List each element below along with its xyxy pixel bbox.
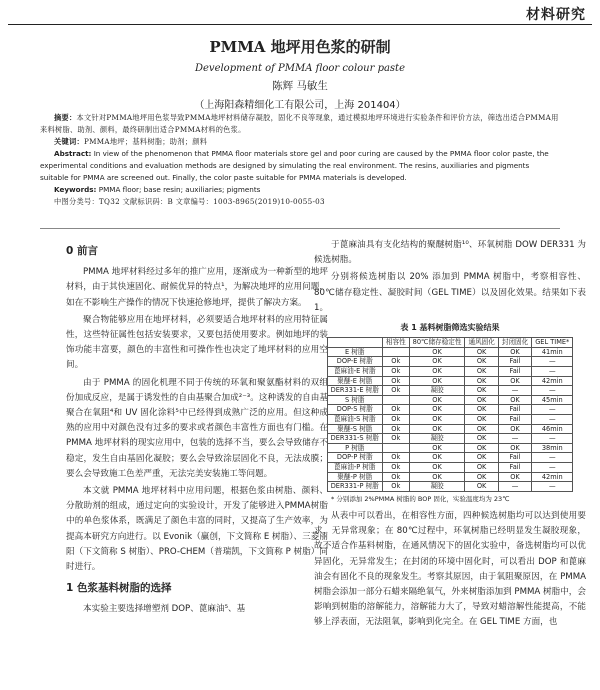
table-cell: — [498, 482, 531, 492]
table-cell: 凝胶 [409, 482, 465, 492]
page-header [0, 0, 600, 30]
table-cell: 凝胶 [409, 386, 465, 396]
table-row [327, 462, 573, 472]
table-row [327, 472, 573, 482]
table-cell: Fail [498, 357, 531, 367]
table-cell: Ok [382, 434, 409, 444]
table-header-cell: 相容性 [382, 338, 409, 348]
table-cell: OK [498, 347, 531, 357]
table-cell: 凝胶 [409, 434, 465, 444]
table-cell: OK [498, 472, 531, 482]
table-cell: 38min [532, 443, 573, 453]
table-cell: Ok [382, 424, 409, 434]
paragraph-r1: 于蓖麻油具有支化结构的聚醚树脂¹⁰、环氧树脂 DOW DER331 为候选树脂。 [314, 240, 586, 266]
table-cell: — [532, 414, 573, 424]
header-rule [8, 24, 592, 25]
table-cell: OK [465, 482, 498, 492]
table-cell: OK [409, 367, 465, 377]
title-block [0, 34, 600, 111]
section-0-heading: 0 前言 [66, 245, 98, 257]
table-cell: 蓖麻油-P 树脂 [327, 462, 382, 472]
table-cell: DOP-E 树脂 [327, 357, 382, 367]
table-row [327, 424, 573, 434]
table-cell: Ok [382, 482, 409, 492]
article-affiliation: （上海阳森精细化工有限公司，上海 201404） [194, 100, 406, 111]
table-cell: Ok [382, 386, 409, 396]
table-cell: 46min [532, 424, 573, 434]
table-cell: — [532, 434, 573, 444]
table-cell: 42min [532, 376, 573, 386]
table-cell: OK [465, 367, 498, 377]
table-row [327, 357, 573, 367]
table-cell: OK [409, 453, 465, 463]
table-cell: OK [465, 405, 498, 415]
paragraph-1: PMMA 地坪材料经过多年的推广应用，逐渐成为一种新型的地坪材料，由于其快速固化、耐候优异的特点¹，为解决地坪的应用问题，如在不影响生产操作的情况下快速抢修地坪，提供了解决方案。 [66, 267, 328, 308]
table-cell: OK [465, 462, 498, 472]
table-cell: S 树脂 [327, 395, 382, 405]
table-1-note: * 分别添加 2%PMMA 树脂的 BOP 固化，实验温度均为 23℃ [331, 494, 510, 503]
table-cell: OK [409, 376, 465, 386]
paragraph-4: 本文就 PMMA 地坪材料中应用问题，根据色浆由树脂、颜料、分散助剂的组成，通过定向的实验设计，开发了能够进入PMMA树脂中的单色浆体系，既满足了颜色丰富的同时，又提高了生产效率，为提高本研究方向进行。以 Evonik（赢创，下文简称 E 树脂）、三菱丽阳（下文简称 S 树脂）、PRO-CHEM（普瑞凯，下文简称 P 树脂）同时进行。 [66, 486, 328, 573]
table-cell: Fail [498, 414, 531, 424]
table-cell: OK [409, 414, 465, 424]
table-header-cell: 封闭固化 [498, 338, 531, 348]
table-cell: OK [498, 376, 531, 386]
paragraph-3: 由于 PMMA 的固化机理不同于传统的环氧和聚氨酯材料的双组份加成反应，是属于诱发性的自由基聚合加成²⁻³。这种诱发的自由基聚合在氧阻⁴和 UV 固化涂料⁵中已经得到成熟广泛的应用。但这种成熟的应用中对颜色没有过多的要求或者颜色丰富性方面也有门槛。在 PMMA 地坪材料的现实应用中，包装的选择不当，要么会导致储存不稳定，发生自由基固化凝胶；要么会导致涂层固化不良，无法成膜；要么会导致施工色差严重，无法完美安装施工等问题。 [66, 377, 328, 479]
table-cell: OK [409, 443, 465, 453]
keywords-en [40, 184, 560, 196]
table-body [327, 347, 573, 491]
keywords-en-label: Keywords: [54, 185, 97, 194]
table-row [327, 414, 573, 424]
table-row [327, 405, 573, 415]
abstract-cn [40, 112, 560, 136]
table-cell: 蓖麻油-E 树脂 [327, 367, 382, 377]
right-column [314, 238, 586, 633]
table-cell: OK [465, 414, 498, 424]
table-cell [382, 443, 409, 453]
table-row [327, 453, 573, 463]
article-title: PMMA 地坪用色浆的研制 [209, 38, 391, 56]
table-cell: OK [409, 395, 465, 405]
table-cell: OK [498, 395, 531, 405]
table-cell: DER331-S 树脂 [327, 434, 382, 444]
abstract-en-text: In view of the phenomenon that PMMA floor materials store gel and poor curing are caused by the PMMA floor color paste, the experimental conditions and evaluation methods are designed by simulating the real environment. The resins, auxiliaries and pigments suitable for PMMA are screened out. Finally, the color paste suitable for PMMA materials is developed. [40, 149, 549, 182]
table-cell: OK [465, 347, 498, 357]
table-cell: Ok [382, 376, 409, 386]
paragraph-2: 聚合物能够应用在地坪材料，必须要适合地坪材料的应用特征属性，这些特征属性包括安装要求，又要包括使用要求。例如地坪的装饰功能丰富要，颜色的丰富性和可操作性也决定了地坪材料的应用空间。 [66, 314, 328, 371]
table-cell: Ok [382, 453, 409, 463]
table-cell: — [532, 367, 573, 377]
table-cell [382, 395, 409, 405]
table-row [327, 347, 573, 357]
table-row [327, 443, 573, 453]
table-header-cell: 通风固化 [465, 338, 498, 348]
table-cell: OK [465, 424, 498, 434]
table-cell: P 树脂 [327, 443, 382, 453]
table-cell: 42min [532, 472, 573, 482]
table-cell: Ok [382, 414, 409, 424]
table-cell: 45min [532, 395, 573, 405]
table-cell: — [498, 434, 531, 444]
table-cell: OK [465, 386, 498, 396]
table-cell: 聚醚-S 树脂 [327, 424, 382, 434]
table-header-cell: 80℃储存稳定性 [409, 338, 465, 348]
keywords-cn-label: 关键词： [54, 137, 84, 146]
abstract-en [40, 148, 560, 184]
table-cell: Ok [382, 405, 409, 415]
table-row [327, 434, 573, 444]
journal-column-name: 材料研究 [526, 7, 586, 23]
table-1 [327, 337, 574, 492]
table-cell: OK [465, 357, 498, 367]
table-row [327, 482, 573, 492]
classification-line: 中图分类号：TQ32 文献标识码：B 文章编号：1003-8965(2019)10-0055-03 [54, 197, 325, 206]
table-cell: OK [409, 347, 465, 357]
table-cell: OK [465, 443, 498, 453]
table-cell: — [498, 386, 531, 396]
table-cell: 41min [532, 347, 573, 357]
table-cell: — [532, 462, 573, 472]
table-row [327, 386, 573, 396]
table-cell: Fail [498, 453, 531, 463]
keywords-en-text: PMMA floor; base resin; auxiliaries; pigments [98, 185, 261, 194]
table-cell: DER331-E 树脂 [327, 386, 382, 396]
table-cell: 聚醚-E 树脂 [327, 376, 382, 386]
article-authors: 陈辉 马敏生 [272, 80, 328, 92]
abstract-divider [40, 228, 560, 229]
table-cell: OK [498, 443, 531, 453]
table-cell: — [532, 405, 573, 415]
table-cell: E 树脂 [327, 347, 382, 357]
table-header-cell: GEL TIME* [532, 338, 573, 348]
abstract-block [40, 112, 560, 208]
table-cell: OK [409, 462, 465, 472]
table-cell: OK [465, 453, 498, 463]
table-cell: — [532, 386, 573, 396]
left-column [66, 238, 328, 620]
table-header-row [327, 338, 573, 348]
paragraph-r3: 从表中可以看出，在相容性方面，四种候选树脂均可以达到使用要求，无异常现象；在 80℃过程中，环氧树脂已经明显发生凝胶现象，故不适合作基料树脂，在通风情况下的固化实验中，备选树脂均可以优异固化，无异常发生；在封闭的环境中固化时，可以看出 DOP 和蓖麻油会有固化不良的现象发生。考察其原因，由于氧阻聚原因，在 PMMA 树脂会添加一部分石蜡来隔绝氧气，外来树脂添加到 PMMA 树脂中，会影响到树脂的溶解能力，溶解能力大了，导致对蜡溶解性能提高，不能够上浮表面，无法阻氧，影响到化完全。在 GEL TIME 方面，也 [314, 510, 586, 628]
abstract-en-label: Abstract: [54, 149, 92, 158]
table-cell: Ok [382, 472, 409, 482]
abstract-cn-text: 本文针对PMMA地坪用色浆导致PMMA地坪材料储存凝胶，固化不良等现象，通过模拟地坪环境进行实验条件和评价方法，筛选出适合PMMA用来料树脂、助剂、颜料，最终研制出适合PMMA材料的色浆。 [40, 113, 559, 134]
section-1-heading: 1 色浆基料树脂的选择 [66, 582, 172, 595]
table-cell: OK [465, 395, 498, 405]
table-cell: — [532, 453, 573, 463]
paragraph-5: 本实验主要选择增塑剂 DOP、蓖麻油⁵、基 [83, 604, 246, 615]
table-cell: 蓖麻油-S 树脂 [327, 414, 382, 424]
table-1-title: 表 1 基料树脂筛选实验结果 [400, 323, 500, 333]
table-cell: OK [465, 434, 498, 444]
table-cell: DOP-P 树脂 [327, 453, 382, 463]
table-cell: — [532, 357, 573, 367]
table-cell: OK [409, 357, 465, 367]
paragraph-r2: 分别将候选树脂以 20% 添加到 PMMA 树脂中，考察相容性、80℃储存稳定性、凝胶时间（GEL TIME）以及固化效果。结果如下表 1。 [314, 272, 586, 313]
table-cell: Fail [498, 367, 531, 377]
keywords-cn-text: PMMA地坪；基料树脂；助剂；颜料 [83, 137, 208, 146]
table-cell: DER331-P 树脂 [327, 482, 382, 492]
keywords-cn [40, 136, 560, 148]
abstract-cn-label: 摘要： [54, 113, 77, 122]
table-row [327, 367, 573, 377]
table-cell: OK [409, 405, 465, 415]
table-cell: 聚醚-P 树脂 [327, 472, 382, 482]
table-row [327, 376, 573, 386]
table-header-cell [327, 338, 382, 348]
table-cell: Ok [382, 367, 409, 377]
table-cell: OK [465, 376, 498, 386]
article-title-en: Development of PMMA floor colour paste [194, 63, 405, 74]
table-cell: — [532, 482, 573, 492]
table-cell: DOP-S 树脂 [327, 405, 382, 415]
table-cell: OK [465, 472, 498, 482]
table-cell [382, 347, 409, 357]
table-cell: Fail [498, 462, 531, 472]
table-row [327, 395, 573, 405]
table-cell: Fail [498, 405, 531, 415]
table-cell: OK [409, 472, 465, 482]
table-cell: OK [409, 424, 465, 434]
table-cell: Ok [382, 462, 409, 472]
table-cell: Ok [382, 357, 409, 367]
table-cell: OK [498, 424, 531, 434]
